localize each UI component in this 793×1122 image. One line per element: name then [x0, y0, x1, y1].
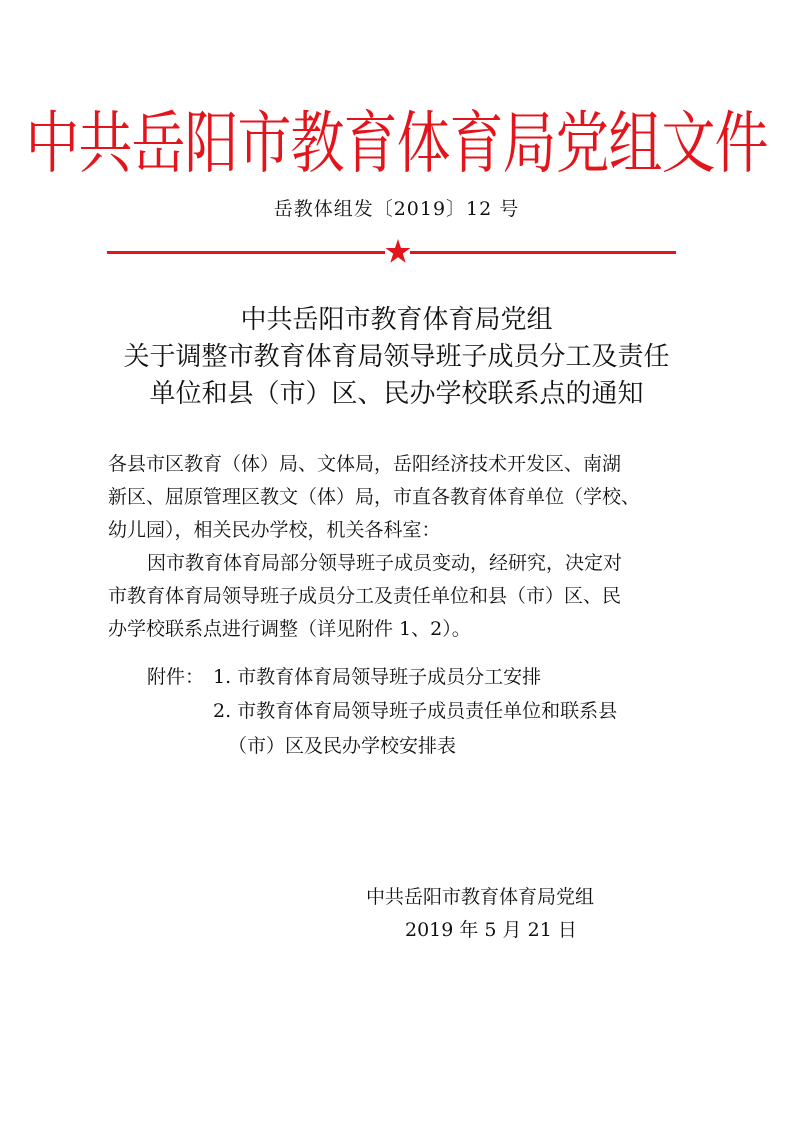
attachment-item-1: 1. 市教育体育局领导班子成员分工安排	[213, 666, 542, 688]
red-star-icon	[385, 238, 411, 264]
attachment-item-2-line-2: （市）区及民办学校安排表	[228, 735, 457, 757]
main-paragraph-line: 办学校联系点进行调整（详见附件 1、2）。	[108, 618, 471, 640]
signature-org: 中共岳阳市教育体育局党组	[366, 886, 595, 908]
recipients-line: 各县市区教育（体）局、文体局，岳阳经济技术开发区、南湖	[108, 453, 622, 475]
header-divider-right	[410, 251, 676, 254]
main-paragraph-line: 市教育体育局领导班子成员分工及责任单位和县（市）区、民	[108, 585, 622, 607]
notice-title-line-3: 单位和县（市）区、民办学校联系点的通知	[149, 379, 644, 409]
header-divider-left	[107, 251, 385, 254]
attachment-item-2-line-1: 2. 市教育体育局领导班子成员责任单位和联系县	[213, 700, 618, 722]
signature-date: 2019 年 5 月 21 日	[405, 919, 577, 941]
document-header-title: 中共岳阳市教育体育局党组文件	[25, 103, 768, 183]
recipients-line: 新区、屈原管理区教文（体）局，市直各教育体育单位（学校、	[108, 486, 641, 508]
notice-title-line-1: 中共岳阳市教育体育局党组	[240, 305, 553, 335]
document-number: 岳教体组发〔2019〕12 号	[273, 198, 520, 220]
notice-title-line-2: 关于调整市教育体育局领导班子成员分工及责任	[123, 342, 670, 372]
recipients-line: 幼儿园），相关民办学校，机关各科室：	[108, 519, 441, 541]
attachments-label: 附件：	[147, 666, 205, 688]
main-paragraph-line: 因市教育体育局部分领导班子成员变动，经研究，决定对	[147, 552, 623, 574]
